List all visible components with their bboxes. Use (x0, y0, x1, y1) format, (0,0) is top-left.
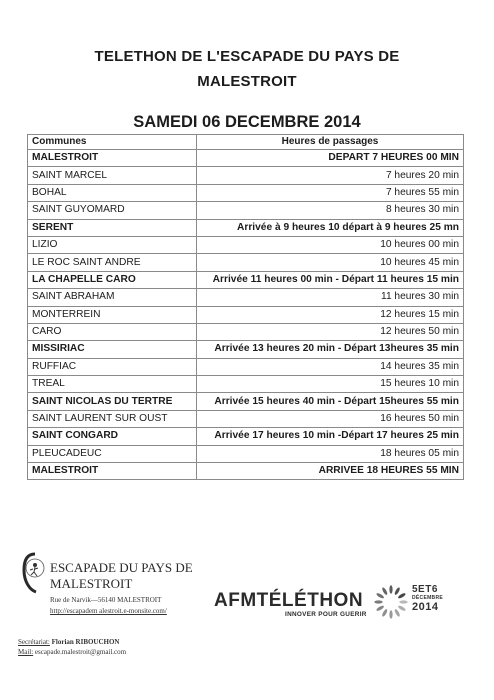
table-row (28, 323, 464, 340)
time-cell: 7 heures 20 min (197, 167, 464, 184)
organizer-name-line1: ESCAPADE DU PAYS DE (50, 560, 193, 575)
table-row (28, 202, 464, 219)
commune-cell: PLEUCADEUC (28, 445, 197, 462)
time-cell: ARRIVEE 18 HEURES 55 MIN (197, 463, 464, 480)
telethon-date-days: 5ET6 (412, 584, 438, 595)
time-cell: Arrivée 13 heures 20 min - Départ 13heures 35 min (197, 341, 464, 358)
table-row (28, 445, 464, 462)
table-row (28, 358, 464, 375)
time-cell: Arrivée 11 heures 00 min - Départ 11 heures 15 min (197, 271, 464, 288)
organizer-name (50, 560, 250, 592)
commune-cell: CARO (28, 323, 197, 340)
commune-cell: SERENT (28, 219, 197, 236)
time-cell: 16 heures 50 min (197, 410, 464, 427)
page-title-line2: MALESTROIT (197, 73, 297, 90)
table-row (28, 428, 464, 445)
time-cell: 15 heures 10 min (197, 376, 464, 393)
table-row (28, 219, 464, 236)
page-title-line1: TELETHON DE L'ESCAPADE DU PAYS DE (94, 48, 400, 65)
table-row (28, 341, 464, 358)
table-row (28, 150, 464, 167)
commune-cell: BOHAL (28, 184, 197, 201)
event-date: SAMEDI 06 DECEMBRE 2014 (133, 113, 361, 131)
mail-value[interactable]: escapade.malestroit@gmail.com (34, 648, 127, 656)
commune-cell: MALESTROIT (28, 150, 197, 167)
time-cell: Arrivée 15 heures 40 min - Départ 15heures 55 min (197, 393, 464, 410)
commune-cell: MONTERREIN (28, 306, 197, 323)
table-row (28, 393, 464, 410)
telethon-date-year: 2014 (412, 601, 439, 613)
time-cell: Arrivée 17 heures 10 min -Départ 17 heures 25 min (197, 428, 464, 445)
commune-cell: TREAL (28, 376, 197, 393)
commune-cell: RUFFIAC (28, 358, 197, 375)
time-cell: 11 heures 30 min (197, 289, 464, 306)
table-row (28, 236, 464, 253)
commune-cell: LE ROC SAINT ANDRE (28, 254, 197, 271)
time-cell: 10 heures 00 min (197, 236, 464, 253)
column-header-heures: Heures de passages (197, 135, 464, 150)
time-cell: 12 heures 15 min (197, 306, 464, 323)
organizer-address: Rue de Narvik—56140 MALESTROIT (50, 596, 162, 604)
time-cell: 18 heures 05 min (197, 445, 464, 462)
mail-label: Mail: (18, 648, 34, 656)
table-row (28, 184, 464, 201)
time-cell: 14 heures 35 min (197, 358, 464, 375)
commune-cell: SAINT ABRAHAM (28, 289, 197, 306)
commune-cell: SAINT LAURENT SUR OUST (28, 410, 197, 427)
commune-cell: LIZIO (28, 236, 197, 253)
organizer-name-line2: MALESTROIT (50, 576, 133, 591)
telethon-star-icon (371, 582, 411, 622)
club-logo-icon (20, 548, 50, 596)
table-header-row (28, 135, 464, 150)
time-cell: 7 heures 55 min (197, 184, 464, 201)
table-row (28, 254, 464, 271)
table-row (28, 289, 464, 306)
time-cell: Arrivée à 9 heures 10 départ à 9 heures 25 mn (197, 219, 464, 236)
telethon-date-month: DÉCEMBRE (412, 595, 444, 601)
commune-cell: MALESTROIT (28, 463, 197, 480)
telethon-date-badge (412, 585, 443, 612)
secretary-line (18, 638, 120, 646)
schedule-table (27, 134, 464, 480)
table-row (28, 463, 464, 480)
table-row (28, 376, 464, 393)
mail-line (18, 648, 126, 656)
table-row (28, 410, 464, 427)
time-cell: DEPART 7 HEURES 00 MIN (197, 150, 464, 167)
time-cell: 12 heures 50 min (197, 323, 464, 340)
commune-cell: MISSIRIAC (28, 341, 197, 358)
organizer-website-link[interactable]: http://escapadem alestroit.e-monsite.com/ (50, 607, 167, 615)
schedule-body (28, 150, 464, 480)
commune-cell: SAINT GUYOMARD (28, 202, 197, 219)
table-row (28, 306, 464, 323)
secretary-label: Secrétariat: (18, 638, 50, 646)
table-row (28, 167, 464, 184)
commune-cell: SAINT MARCEL (28, 167, 197, 184)
afm-telethon-logo: AFMTÉLÉTHON (214, 590, 364, 611)
column-header-communes: Communes (28, 135, 197, 150)
commune-cell: SAINT NICOLAS DU TERTRE (28, 393, 197, 410)
time-cell: 10 heures 45 min (197, 254, 464, 271)
commune-cell: LA CHAPELLE CARO (28, 271, 197, 288)
time-cell: 8 heures 30 min (197, 202, 464, 219)
commune-cell: SAINT CONGARD (28, 428, 197, 445)
table-row (28, 271, 464, 288)
secretary-name: Florian RIBOUCHON (51, 638, 120, 646)
afm-tagline: INNOVER POUR GUERIR (285, 611, 367, 618)
